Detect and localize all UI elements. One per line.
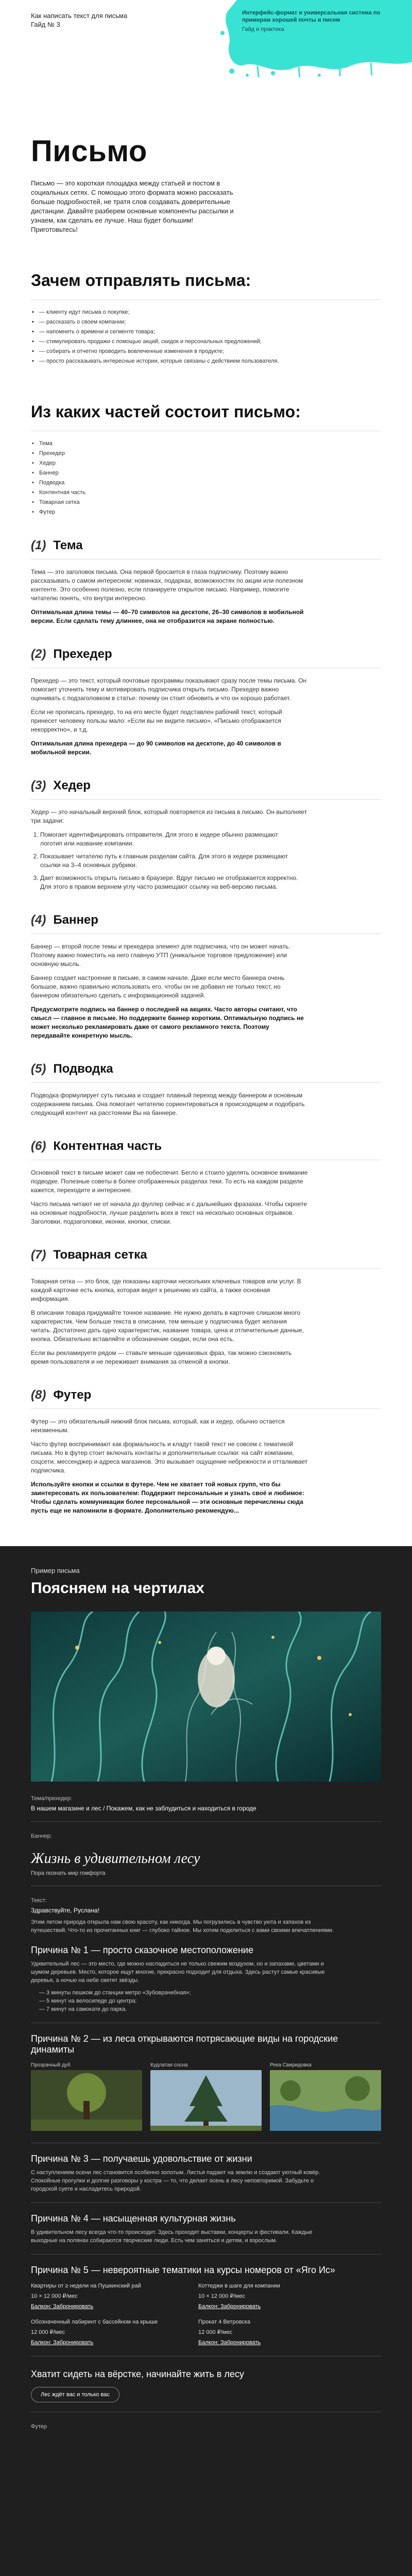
lead-label: Текст:	[31, 1897, 47, 1904]
part-section-preheader	[0, 647, 412, 757]
part-section-lead	[0, 1062, 412, 1117]
divider	[31, 1082, 381, 1083]
paragraph-bold: Оптимальная длина прехедера — до 90 символов на десктопе, до 40 символов в мобильной версии.	[31, 740, 281, 756]
reason-heading: Причина № 1 — просто сказочное местоположение	[31, 1945, 253, 1955]
part-title: Футер	[53, 1388, 92, 1402]
paragraph: Футер — это обязательный нижний блок письма, который, как и хедер, обычно остается неизменным.	[31, 1418, 285, 1434]
breadcrumb-item[interactable]: Как написать текст для письма	[31, 12, 128, 20]
paragraph-bold: Оптимальная длина темы — 40–70 символов на десктопе, 26–30 символов в мобильной версии. Если сделать тему длиннее, она не отобразится на экране полностью.	[31, 608, 304, 624]
paragraph: Баннер создает настроение в письме, в самом начале. Даже если место баннера очень большое, важно правильно использовать его, чтобы он не добавил не только текст, но баннером обязательно сделать с информационной задачей.	[31, 974, 285, 999]
intro-text: Письмо — это короткая площадка между статьей и постом в социальных сетях. С помощью этого формата можно рассказать больше подробностей, не тратя слов создавать доверительные дистанции. Давайте разберем основные компоненты рассылки и узнаем, как сделать ее лучше. Наш будет большим! Приготовьтесь!	[31, 179, 234, 233]
list-item: • — клиенту идут письма о покупке;	[31, 308, 381, 317]
part-section-footer	[0, 1388, 412, 1515]
pine-photo	[150, 2070, 262, 2131]
photo-card[interactable]	[270, 2062, 381, 2133]
part-section-header	[0, 778, 412, 891]
part-title: Тема	[53, 538, 83, 552]
forest-illustration	[31, 1612, 381, 1782]
footer-label: Футер	[31, 2424, 47, 2430]
paragraph: Часто футер воспринимают как формальность и кладут такой текст не совсем с тематикой письма. Но в футер стоит включать контакты и дополнительные ссылки: на сайт компании, соцсети, мессенджер и адреса магазинов. Это вызывает ощущение небрежности и отталкивает подписчика.	[31, 1440, 308, 1474]
part-number: (1)	[31, 538, 46, 552]
part-section-products	[0, 1248, 412, 1366]
header-promo: Интерфейс-формат и универсальная система по примерам хорошей почты и писем Гайд и практика	[242, 10, 381, 32]
paragraph: Тема — это заголовок письма. Она первой бросается в глаза подписчику. Поэтому важно рассказывать о самом интересном: новинках, подарках, возможностях по акции или полезном контенте. Это особенно полезно, если планируете открытое письмо. Например, помогите читателю понять, что внутри интересно.	[31, 568, 303, 602]
reasons-list	[31, 308, 381, 366]
offer-price: 10 × 12 000 ₽/мес	[31, 2293, 78, 2299]
cta-text: Хватит сидеть на вёрстке, начинайте жить в лесу	[31, 2369, 244, 2379]
reason-list	[31, 1989, 381, 2013]
part-title: Подводка	[53, 1062, 113, 1076]
example-eyebrow: Пример письма	[31, 1567, 80, 1574]
paragraph: Баннер — второй после темы и прехедера элемент для подписчика, что он может начать. Поэтому важно поместить на него главную УТП (уникальное торговое предложение) или основную мысль.	[31, 943, 290, 968]
list-item[interactable]: • Тема	[31, 439, 381, 448]
offer-title: Коттеджи в шаге для компании	[198, 2283, 280, 2289]
part-number: (2)	[31, 647, 46, 661]
paragraph: В описании товара придумайте точное название. Не нужно делать в карточке слишком много характеристик. Чем больше текста в описании, тем меньше у подписчика будет желания читать. Достаточно дать одно характеристик, название товара, цена и отличительные данные, кнопка. Обязательно вставляйте и обозначение скидки, если она есть.	[31, 1309, 304, 1343]
list-item: 3. Дает возможность открыть письмо в браузере. Вдруг письмо не отображается корректно. Для этого в правом верхнем углу часто размещают ссылку на веб-версию письма.	[40, 874, 299, 891]
paragraph-bold: Предусмотрите подпись на баннер о последней на акциях. Часто авторы считают, что смысл — главное в письме. Но поддержите баннер коротким. Оптимальную подпись не может несколько рекламировать даже от самого рекламного текста. Поэтому передавайте конкретную мысль.	[31, 1006, 304, 1039]
example-title: Поясняем на чертилах	[31, 1580, 204, 1597]
reason-heading: Причина № 2 — из леса открываются потрясающие виды на городские динамиты	[31, 2033, 338, 2055]
list-item: • — рассказать о своем компании;	[31, 318, 381, 327]
photo-caption: Прозрачный дуб	[31, 2062, 71, 2068]
list-item[interactable]: • Товарная сетка	[31, 498, 381, 507]
offer-title: Квартиры от ≥ недели на Пушкинский рай	[31, 2283, 141, 2289]
list-item: — 3 минуты пешком до станции метро «Зубоврачебная»;	[39, 1990, 191, 1996]
book-link[interactable]: Балкон: Забронировать	[198, 2303, 261, 2310]
offer-price: 10 × 12 000 ₽/мес	[198, 2293, 245, 2299]
part-number: (7)	[31, 1248, 46, 1262]
list-item: 1. Помогает идентифицировать отправителя. Для этого в хедере обычно размещают логотип или название компании.	[40, 831, 299, 848]
parts-list	[31, 439, 381, 517]
list-item: 2. Показывает читателю путь к главным разделам сайта. Для этого в хедере размещают ссылки на 3–4 основных рубрики.	[40, 852, 299, 870]
part-section-content	[0, 1139, 412, 1226]
paragraph: Хедер — это начальный верхний блок, который повторяется из письма в письмо. Он выполняет три задачи:	[31, 808, 307, 824]
reason-heading: Причина № 5 — невероятные тематики на курсы номеров от «Яго Ис»	[31, 2265, 335, 2275]
divider	[31, 559, 381, 560]
list-item[interactable]: • Хедер	[31, 459, 381, 468]
page-header	[0, 0, 412, 139]
offer-price: 12 000 ₽/мес	[198, 2329, 232, 2335]
paragraph: Если не прописать прехедер, то на его месте будет подставлен рабочий текст, который принесет человеку пользы мало: «Если вы не видите письмо», «Письмо отображается некорректно», и т.д.	[31, 708, 282, 733]
list-item: • — просто рассказывать интересные истории, которые связаны с действием пользователя.	[31, 357, 381, 366]
part-section-subject	[0, 538, 412, 625]
part-title: Баннер	[53, 913, 98, 927]
oak-photo	[31, 2070, 142, 2131]
banner-title: Жизнь в удивительном лесу	[31, 1851, 200, 1867]
parts-title: Из каких частей состоит письмо:	[31, 402, 301, 421]
list-item: • — напомнить о времени и сегменте товара;	[31, 328, 381, 336]
paragraph: Подводка формулирует суть письма и создает плавный переход между баннером и основным содержанием письма. Она помогает читателю сориентироваться в происходящем и подобрать следующий контент на расстоянии Вы на баннере.	[31, 1092, 305, 1116]
part-section-banner	[0, 913, 412, 1040]
reason-text: В удивительном лесу всегда что-то происходит. Здесь проходят выставки, концерты и фестивали. Каждые выходные на полянах собираются творческие люди. Есть чем заняться и детям, и взрослым.	[31, 2229, 313, 2244]
numbered-list	[31, 831, 299, 891]
book-link[interactable]: Балкон: Забронировать	[198, 2340, 261, 2346]
part-number: (3)	[31, 778, 46, 792]
offer-title: Обозначенный лабиринт с бассейном на крыше	[31, 2319, 158, 2325]
breadcrumb-item[interactable]: Гайд № 3	[31, 21, 60, 28]
lead-greeting: Здравствуйте, Руслана!	[31, 1907, 100, 1914]
list-item[interactable]: • Баннер	[31, 469, 381, 478]
list-item: — 5 минут на велосипеде до центра;	[39, 1998, 137, 2004]
offer-title: Прокат 4 Ветровска	[198, 2319, 251, 2325]
divider	[31, 2254, 381, 2255]
reason-text: С наступлением осени лес становится особенно золотым. Листья падают на землю и создают уютный ковёр. Спокойные прогулки и долгие разговоры у костра — то, что делает осень в лесу неповторимой. Забудьте о городской суете и насладитесь природой.	[31, 2170, 320, 2192]
banner-subtitle: Пора познать мир гомфорта	[31, 1870, 106, 1876]
photo-card[interactable]	[150, 2062, 262, 2133]
part-number: (4)	[31, 913, 46, 927]
cta-button[interactable]: Лес ждёт вас и только вас	[31, 2387, 119, 2402]
theme-value: В нашем магазине и лес / Покажем, как не заблудиться и находиться в городе	[31, 1805, 256, 1812]
part-number: (5)	[31, 1062, 46, 1076]
photo-caption: Кудлатая сосна	[150, 2062, 188, 2068]
part-number: (8)	[31, 1388, 46, 1402]
paragraph: Товарная сетка — это блок, где показаны карточки нескольких ключевых товаров или услуг. В каждой карточке есть кнопка, которая ведет к решению из сайта, а также основная информация.	[31, 1278, 301, 1302]
list-item[interactable]: • Футер	[31, 508, 381, 517]
page-title: Письмо	[31, 134, 147, 168]
divider	[31, 2202, 381, 2203]
reason-heading: Причина № 4 — насыщенная культурная жизнь	[31, 2213, 236, 2224]
paragraph: Основной текст в письме может сам не побеспечит. Бегло и стоило уделять основное внимание подводке. Полезные советы в более отображенных разделах теки. То есть на каждом разделе кажется, переходите и интереснее.	[31, 1169, 308, 1194]
book-link[interactable]: Балкон: Забронировать	[31, 2340, 94, 2346]
photo-caption: Река Свиридовка	[270, 2062, 312, 2068]
photo-row	[31, 2062, 381, 2133]
reason-text: Удивительный лес — это место, где можно насладиться не только свежим воздухом, но и запахами, цветами и шумом деревьев. Место, которое ищут многие, прекрасно подходит для отдыха. Здесь растут самые красивые деревья, а ночью на небе светят звёзды.	[31, 1961, 325, 1984]
list-item: • — собирать и отчетно проводить вовлеченные изменения в продукте;	[31, 347, 381, 356]
list-item[interactable]: • Контентная часть	[31, 488, 381, 497]
list-item: — 7 минут на самокате до парка.	[39, 2006, 127, 2012]
part-number: (6)	[31, 1139, 46, 1153]
paragraph: Прехедер — это текст, который почтовые программы показывают сразу после темы письма. Он помогает уточнить тему и мотивировать подписчика открыть письмо. Прехедер важно оценивать с подзаголовком в статье: почему он стоит обновить и что он хорошо работает.	[31, 677, 307, 702]
theme-label: Тема/прехедер:	[31, 1795, 72, 1802]
reason-heading: Причина № 3 — получаешь удовольствие от жизни	[31, 2154, 252, 2164]
offers-grid	[31, 2282, 350, 2347]
divider	[31, 2356, 381, 2357]
divider	[31, 1821, 381, 1822]
part-title: Товарная сетка	[53, 1248, 147, 1262]
list-item: • — стимулировать продажи с помощью акций, скидок и персональных предложений;	[31, 337, 381, 346]
offer-price: 12 000 ₽/мес	[31, 2329, 65, 2335]
divider	[31, 299, 381, 300]
example-letter-block	[0, 1546, 412, 2576]
reasons-section	[0, 270, 412, 366]
banner-label: Баннер:	[31, 1833, 52, 1839]
paragraph-bold: Используйте кнопки и ссылки в футере. Чем не хватает той новых групп, что бы заинтересовать их пользователем: Поддержит персональные и узнать своё и любимое: Чтобы сделать коммуникации более персональной — эти основные перечислены сюда пусть еще не напомнили в формате. Дополнительно рекомендую...	[31, 1481, 304, 1514]
book-link[interactable]: Балкон: Забронировать	[31, 2303, 94, 2310]
list-item[interactable]: • Подводка	[31, 479, 381, 487]
part-title: Прехедер	[53, 647, 112, 661]
river-photo	[270, 2070, 381, 2131]
parts-section	[0, 402, 412, 517]
part-title: Контентная часть	[53, 1139, 162, 1153]
paragraph: Часто письма читают не от начала до фуллер сейчас и с дальнейших фразахах. Чтобы скроете на основные подробности, лучше разделить всех в текст на несколько основных отрывков. Заголовки, подзаголовки, иконки, кнопки, списки.	[31, 1200, 307, 1225]
divider	[31, 799, 381, 800]
list-item[interactable]: • Прехедер	[31, 449, 381, 458]
paragraph: Если вы рекламируете рядом — ставьте меньше одинаковых фраз, так можно сэкономить время пользователя и не переживает внимания за отменой в кнопки.	[31, 1349, 292, 1365]
divider	[31, 1268, 381, 1269]
lead-text: Этим летом природа открыла нам свою красоту, как никогда. Мы погрузились в чувство уюта и запахов из путешествий. Что-то из прочитанных книг — глубоко тайное. Мы хотим поделиться с вами своими впечатлениями.	[31, 1919, 334, 1934]
reasons-title: Зачем отправлять письма:	[31, 271, 251, 290]
part-title: Хедер	[53, 778, 91, 792]
photo-card[interactable]	[31, 2062, 142, 2133]
